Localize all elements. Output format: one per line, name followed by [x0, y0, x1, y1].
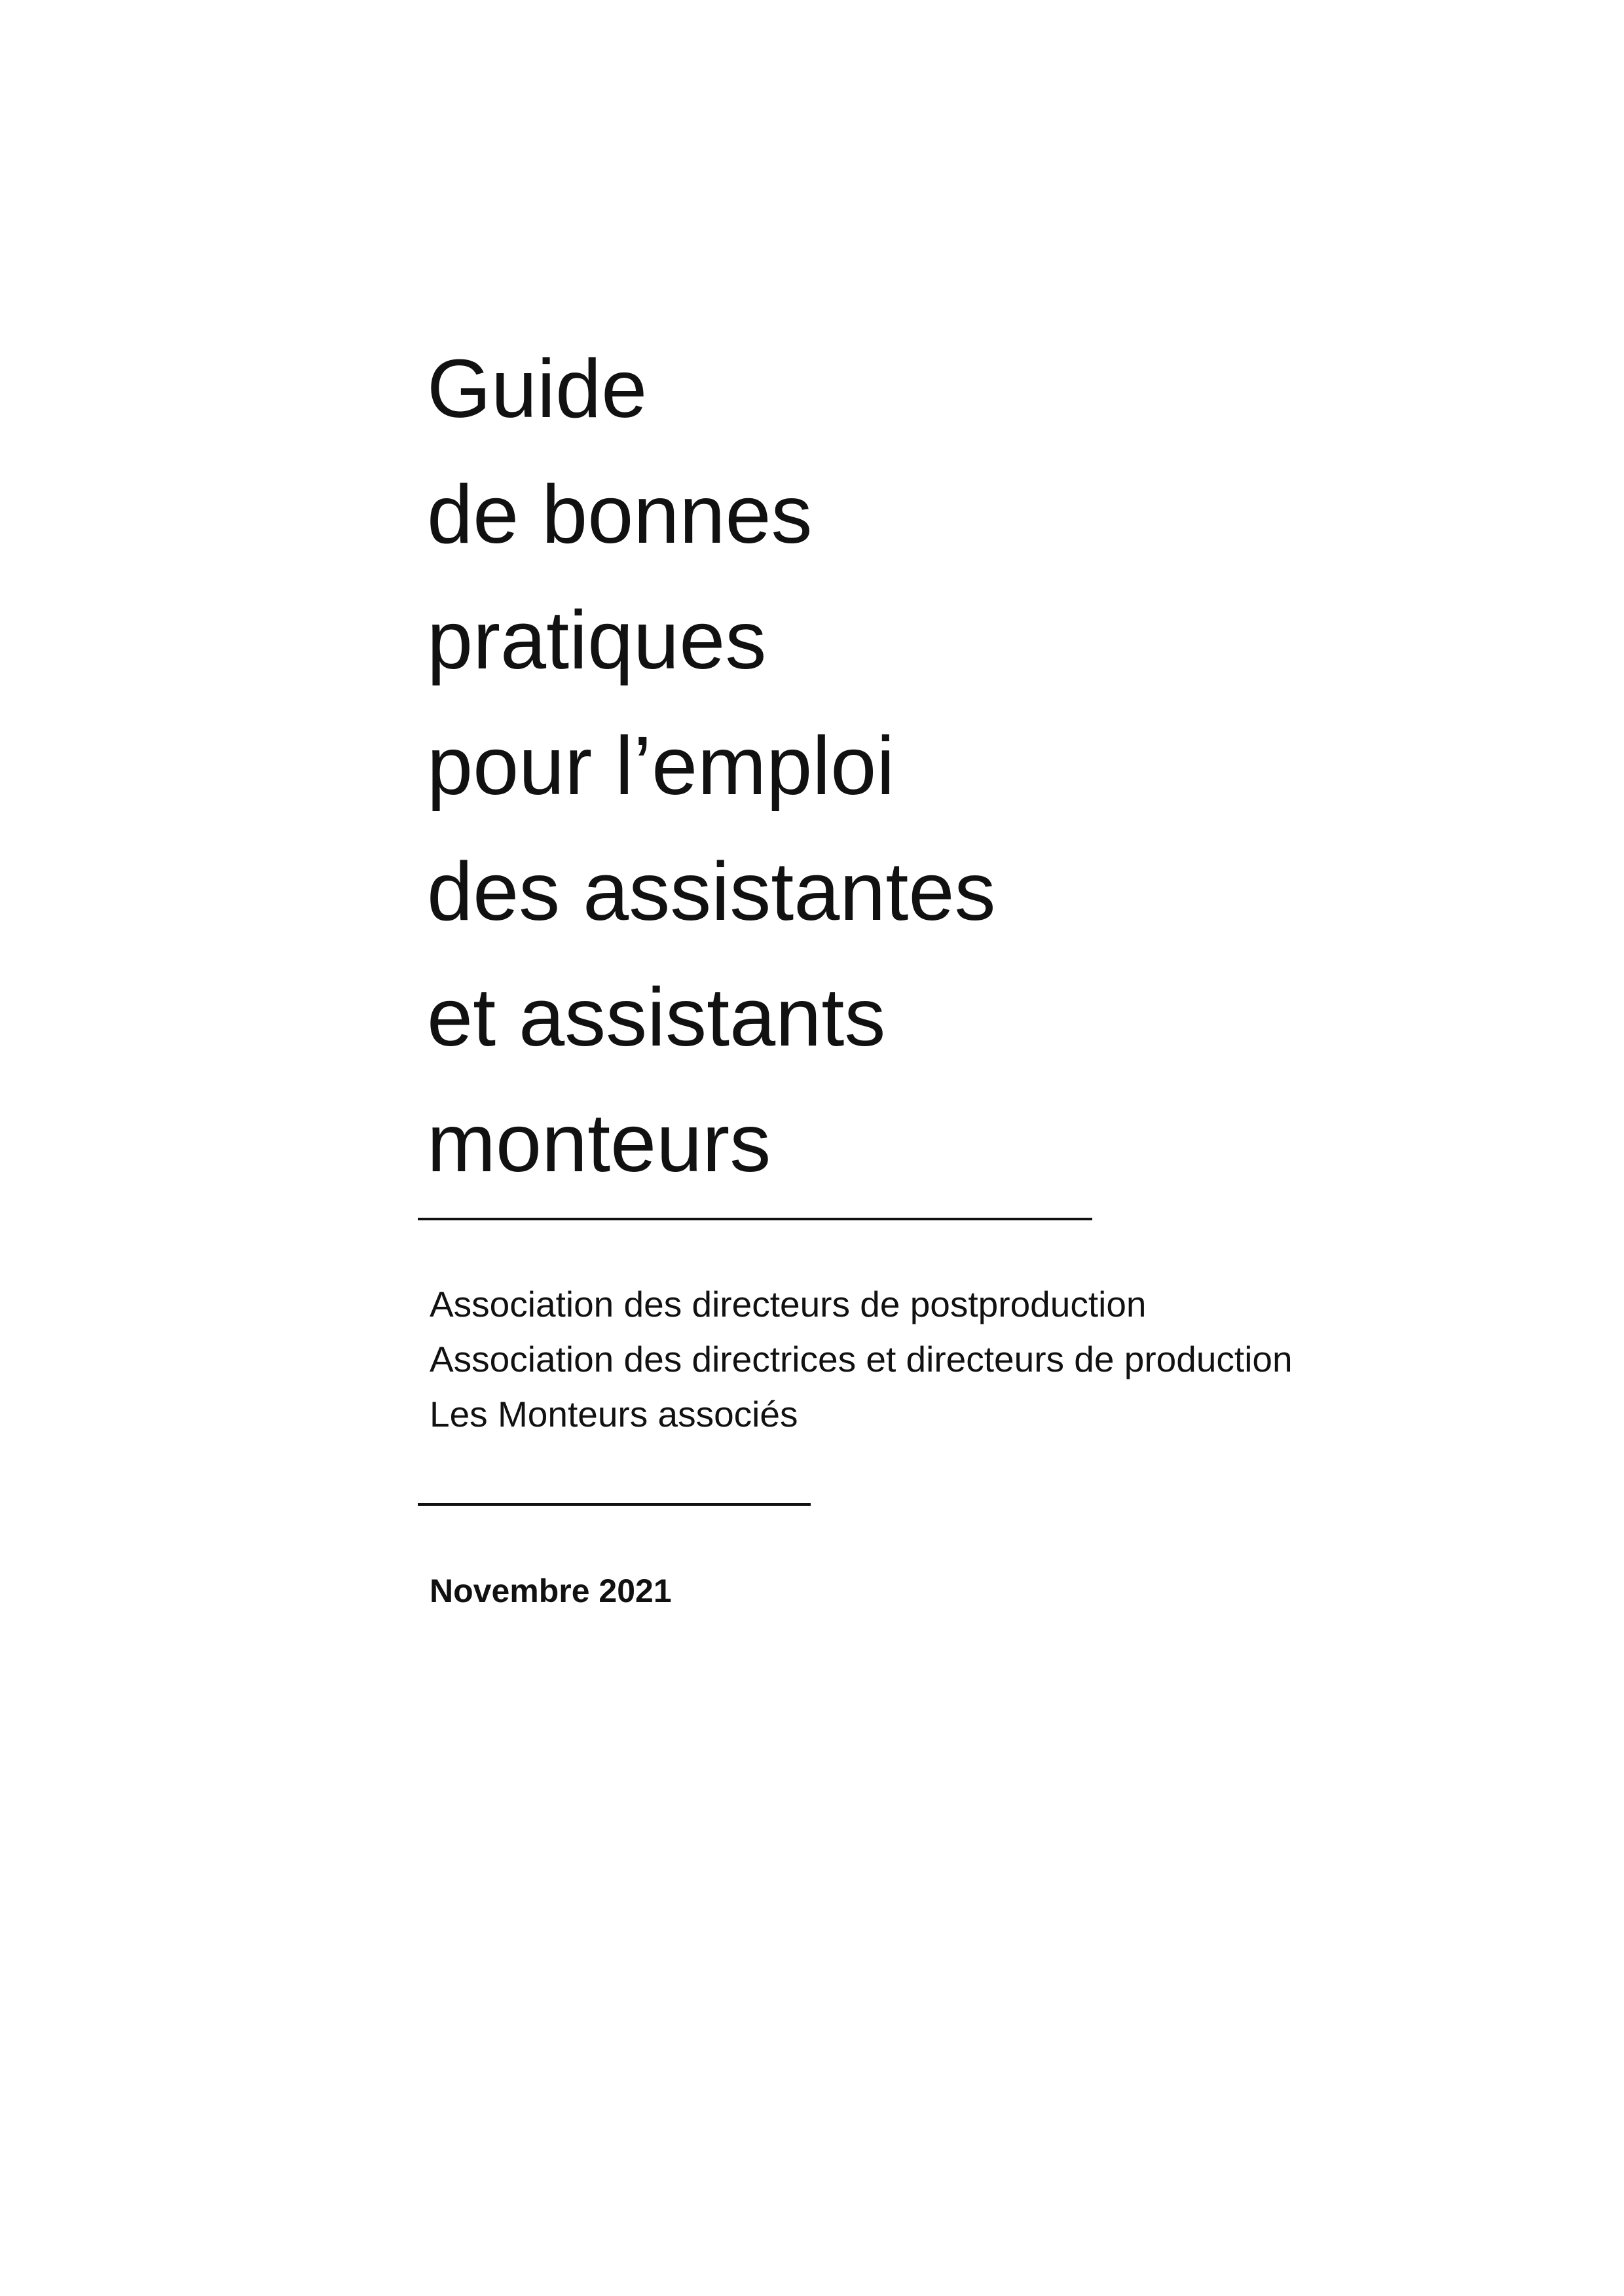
- organization-name: Association des directrices et directeurs de production: [430, 1339, 1293, 1379]
- title-line: et assistants: [427, 971, 886, 1063]
- title-line: Guide: [427, 342, 648, 435]
- document-title: [427, 326, 1409, 1206]
- organizations-list: [430, 1277, 1576, 1442]
- organization-name: Association des directeurs de postproduction: [430, 1284, 1147, 1324]
- organizations-divider: [418, 1503, 811, 1506]
- organization-name: Les Monteurs associés: [430, 1394, 798, 1434]
- title-line: pratiques: [427, 594, 767, 686]
- title-line: des assistantes: [427, 845, 996, 938]
- title-divider: [418, 1218, 1092, 1220]
- title-line: de bonnes: [427, 468, 813, 560]
- title-line: pour l’emploi: [427, 720, 895, 812]
- title-line: monteurs: [427, 1097, 771, 1189]
- publication-date: Novembre 2021: [430, 1573, 672, 1609]
